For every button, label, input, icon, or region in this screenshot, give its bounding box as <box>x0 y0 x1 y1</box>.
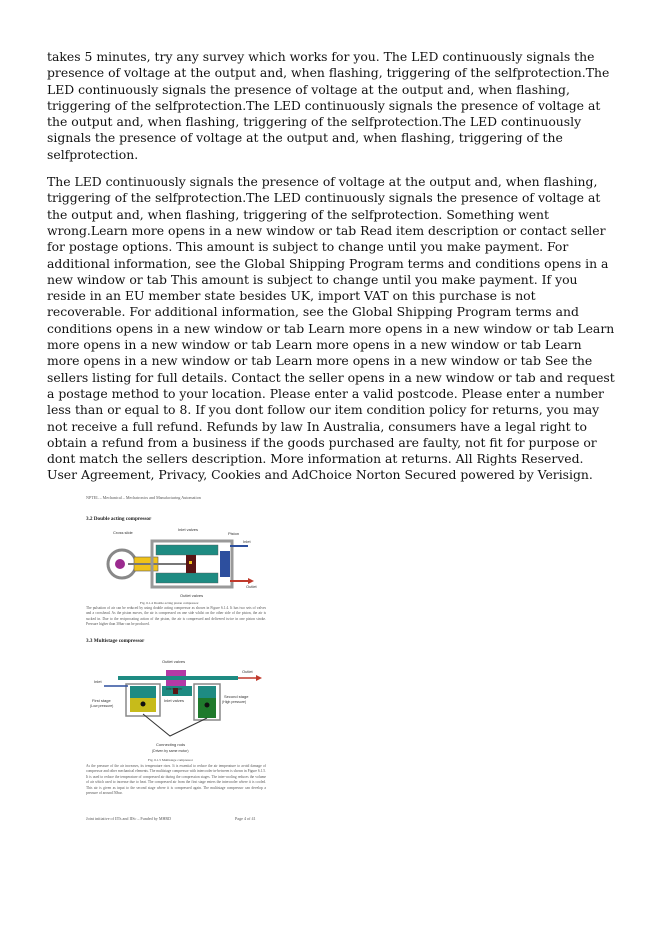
section-title-multistage: 3.3 Multistage compressor <box>86 638 145 644</box>
article-body <box>47 49 617 495</box>
cylinder-bottom <box>156 573 218 583</box>
second-stage-piston <box>198 698 216 718</box>
page-footer-left: Joint initiative of IITs and IISc – Funded by MHRD <box>86 816 172 821</box>
section-title-double-acting: 3.2 Double acting compressor <box>86 516 152 522</box>
label-second-stage-sub: (High pressure) <box>222 700 247 704</box>
paragraph-2: The LED continuously signals the presence of voltage at the output and, when flashing, triggering of the selfprotection.The LED continuously signals the presence of voltage at the output and, when flashing, triggering of the selfprotection. Something went wrong.Learn more opens in a new window or tab Read item description or contact seller for postage options. This amount is subject to change until you make payment. For additional information, see the Global Shipping Program terms and conditions opens in a new window or tab This amount is subject to change until you make payment. If you reside in an EU member state besides UK, import VAT on this purchase is not recoverable. For additional information, see the Global Shipping Program terms and conditions opens in a new window or tab Learn more opens in a new window or tab Learn more opens in a new window or tab Learn more opens in a new window or tab Learn more opens in a new window or tab Learn more opens in a new window or tab See the sellers listing for full details. Contact the seller opens in a new window or tab and request a postage method to your location. Please enter a valid postcode. Please enter a number less than or equal to 8. If you dont follow our item condition policy for returns, you may not receive a full refund. Refunds by law In Australia, consumers have a legal right to obtain a refund from a business if the goods purchased are faulty, not fit for purpose or dont match the sellers description. More information at returns. All Rights Reserved. User Agreement, Privacy, Cookies and AdChoice Norton Secured powered by Verisign. <box>47 174 615 483</box>
paragraph-1: takes 5 minutes, try any survey which works for you. The LED continuously signals the presence of voltage at the output and, when flashing, triggering of the selfprotection.The LED continuously signals the presence of voltage at the output and, when flashing, triggering of the selfprotection.The LED continuously signals the presence of voltage at the output and, when flashing, triggering of the selfprotection.The LED continuously signals the presence of voltage at the output and, when flashing, triggering of the selfprotection. <box>47 49 610 162</box>
label-inlet-valves: Inlet valves <box>178 527 199 532</box>
figure-caption-2: Fig. 6.1.5 Multistage compressor <box>148 758 193 762</box>
label-inlet-valves-2: Inlet valves <box>164 698 185 703</box>
double-acting-compressor-diagram <box>98 526 268 600</box>
pipe-top <box>118 676 238 680</box>
paragraph-double-acting: The pulsation of air can be reduced by using double acting compressor as shown in Figure 6.1.4. It has two sets of valves and a crosshead. As the piston moves, the air is compressed on one side whilst on the other side of the piston, the air is sucked in. Due to the reciprocating action of the piston, the air is compressed and delivered twice in one piston stroke. Pressure higher than 30bar can be produced. <box>86 606 266 627</box>
label-connecting-rods: Connecting rods <box>156 742 186 747</box>
label-outlet: Outlet <box>246 584 257 589</box>
first-stage-pin <box>141 702 146 707</box>
valve-chamber <box>220 551 230 577</box>
label-inlet: Inlet <box>243 539 251 544</box>
page-header: NPTEL – Mechanical – Mechatronics and Manufacturing Automation <box>86 495 201 500</box>
cylinder-top <box>156 545 218 555</box>
multistage-compressor-diagram <box>90 656 270 756</box>
piston-pin <box>189 561 192 564</box>
page-footer-right: Page 4 of 41 <box>235 816 256 821</box>
label-first-stage: First stage <box>92 698 111 703</box>
label-second-stage: Second stage <box>224 694 249 699</box>
label-cross-slide: Cross slide <box>113 530 133 535</box>
outlet-arrow-2 <box>256 675 262 681</box>
label-piston: Piston <box>228 531 240 536</box>
second-stage-pin <box>205 703 210 708</box>
label-connecting-rods-sub: (Driven by same motor) <box>152 749 189 753</box>
second-stage-cylinder <box>198 686 216 698</box>
crank-hub <box>115 559 125 569</box>
first-stage-cylinder <box>130 686 156 698</box>
label-outlet-2: Outlet <box>242 669 253 674</box>
document-page-thumbnail <box>80 488 270 826</box>
label-outlet-valves: Outlet valves <box>180 593 204 598</box>
connecting-rods <box>143 714 207 736</box>
label-outlet-valves-2: Outlet valves <box>162 659 186 664</box>
figure-caption-1: Fig. 6.1.4 Double acting piston compressor <box>140 601 199 605</box>
label-inlet-2: Inlet <box>94 679 102 684</box>
paragraph-multistage: As the pressure of the air increases, its temperature rises. It is essential to reduce the air temperature to avoid damage of compressor and other mechanical elements. The multistage compressor with intercooler in-between is shown in Figure 6.1.5. It is used to reduce the temperature of compressed air during the compression stages. The inter-cooling reduces the volume of air which used to increase due to heat. The compressed air from the first stage enters the intercooler where it is cooled. This air is given as input to the second stage where it is compressed again. The multistage compressor can develop a pressure of around 50bar. <box>86 764 266 796</box>
label-intercooler: Intercooler <box>166 687 183 691</box>
label-first-stage-sub: (Low pressure) <box>90 704 114 708</box>
